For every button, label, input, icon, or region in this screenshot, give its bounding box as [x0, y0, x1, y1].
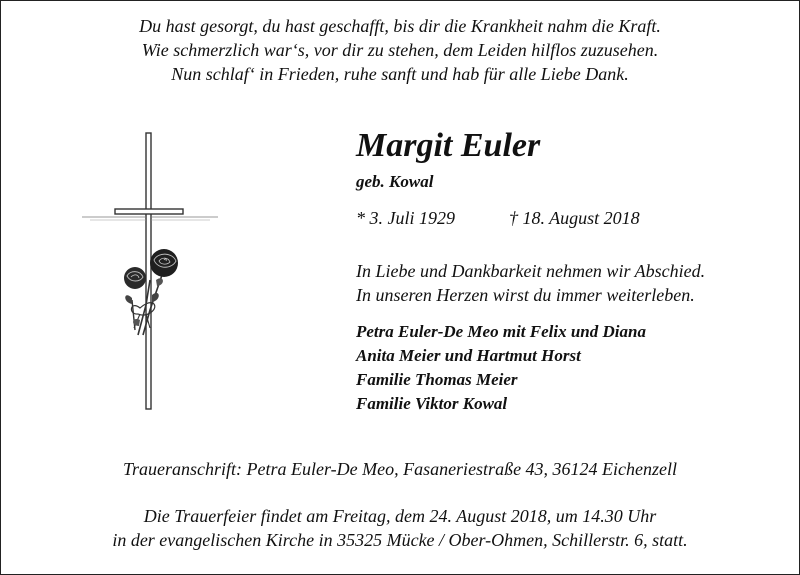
farewell-line: In unseren Herzen wirst du immer weiterleben. — [356, 285, 695, 305]
service-line: Die Trauerfeier findet am Freitag, dem 24. August 2018, um 14.30 Uhr — [143, 506, 657, 526]
service-line: in der evangelischen Kirche in 35325 Mücke / Ober-Ohmen, Schillerstr. 6, statt. — [112, 530, 688, 550]
mourners-list — [356, 320, 646, 416]
farewell-text — [356, 259, 705, 307]
birth-date: * 3. Juli 1929 — [356, 208, 455, 228]
mourner-entry: Familie Thomas Meier — [356, 370, 518, 389]
farewell-line: In Liebe und Dankbarkeit nehmen wir Abschied. — [356, 261, 706, 281]
birth-name: geb. Kowal — [356, 172, 434, 191]
death-date: † 18. August 2018 — [509, 208, 640, 228]
funeral-service-info — [0, 504, 800, 552]
cross-with-roses-icon — [80, 130, 220, 415]
poem-line: Wie schmerzlich war‘s, vor dir zu stehen, dem Leiden hilflos zuzusehen. — [141, 40, 659, 60]
life-dates — [356, 208, 640, 229]
mourner-entry: Familie Viktor Kowal — [356, 394, 508, 413]
poem-line: Du hast gesorgt, du hast geschafft, bis dir die Krankheit nahm die Kraft. — [139, 16, 661, 36]
poem-line: Nun schlaf‘ in Frieden, ruhe sanft und hab für alle Liebe Dank. — [171, 64, 629, 84]
deceased-name: Margit Euler — [356, 127, 541, 164]
mourning-address: Traueranschrift: Petra Euler-De Meo, Fasaneriestraße 43, 36124 Eichenzell — [122, 459, 678, 479]
mourner-entry: Anita Meier und Hartmut Horst — [356, 346, 581, 365]
memorial-poem — [0, 14, 800, 86]
mourner-entry: Petra Euler-De Meo mit Felix und Diana — [356, 322, 646, 341]
